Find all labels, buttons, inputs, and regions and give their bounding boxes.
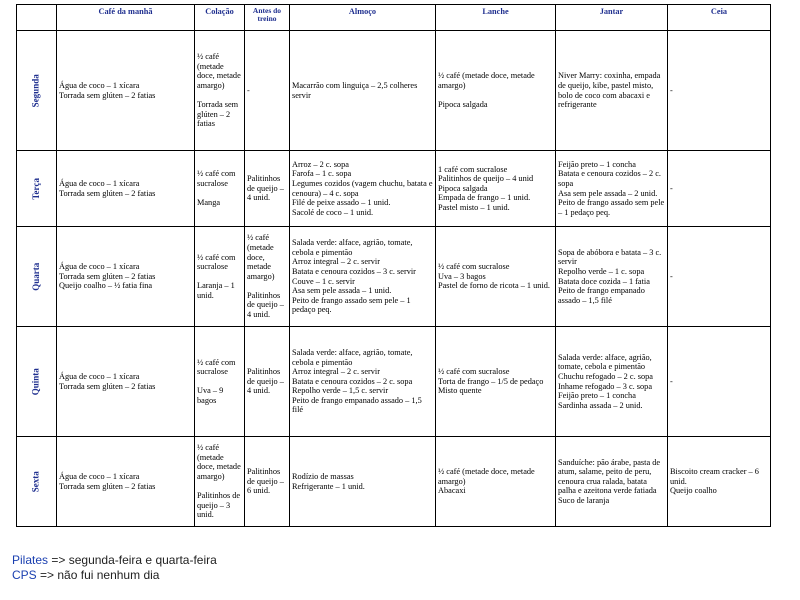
cell-gap [197, 377, 242, 387]
header-ceia: Ceia [668, 5, 771, 31]
meal-cell-almoco [290, 227, 436, 327]
meal-cell-antes [245, 437, 290, 527]
meal-item: Salada verde: alface, agrião, tomate, cebola e pimentão [292, 238, 413, 257]
meal-item: Chuchu refogado – 2 c. sopa [558, 371, 653, 381]
meal-cell-colacao [195, 327, 245, 437]
note-text: segunda-feira e quarta-feira [68, 553, 217, 567]
day-cell [17, 31, 57, 151]
meal-cell-cafe [57, 437, 195, 527]
note-text: não fui nenhum dia [57, 568, 160, 582]
meal-item: Farofa – 1 c. sopa [292, 169, 352, 179]
meal-cell-colacao [195, 151, 245, 227]
meal-item: Salada verde: alface, agrião, tomate, cebola e pimentão [292, 347, 413, 367]
meal-item: ½ café (metade doce, metade amargo) [197, 52, 241, 90]
meal-cell-colacao [195, 31, 245, 151]
meal-item: Uva – 9 bagos [197, 386, 224, 405]
meal-item: Torrada sem glúten – 2 fatias [59, 188, 156, 198]
meal-item: Batata e cenoura cozidos – 3 c. servir [292, 266, 416, 276]
meal-item: Água de coco – 1 xícara [59, 471, 140, 481]
cell-gap [197, 189, 242, 199]
notes [12, 553, 217, 583]
meal-item: Sopa de abóbora e batata – 3 c. servir [558, 247, 662, 267]
meal-item: Niver Marry: coxinha, empada de queijo, kibe, pastel misto, bolo de coco com abacaxi e refrigerante [558, 71, 661, 110]
meal-cell-antes [245, 227, 290, 327]
meal-cell-colacao [195, 227, 245, 327]
day-cell [17, 151, 57, 227]
meal-item: Batata doce cozida – 1 fatia [558, 276, 650, 286]
meal-cell-ceia [668, 31, 771, 151]
meal-cell-ceia [668, 151, 771, 227]
meal-cell-cafe [57, 227, 195, 327]
meal-item: Água de coco – 1 xícara [59, 178, 140, 188]
meal-item: Água de coco – 1 xícara [59, 371, 140, 381]
meal-item: Palitinhos de queijo – 3 unid. [197, 491, 241, 520]
meal-item: Torrada sem glúten – 2 fatias [59, 481, 156, 491]
meal-item: - [670, 376, 673, 386]
note-key: Pilates [12, 553, 49, 567]
meal-item: - [247, 85, 250, 95]
meal-cell-almoco [290, 437, 436, 527]
table-row [17, 227, 771, 327]
meal-cell-colacao [195, 437, 245, 527]
meal-item: Uva – 3 bagos [438, 271, 486, 281]
note-cps [12, 568, 217, 583]
meal-item: Asa sem pele assada – 1 unid. [292, 286, 392, 296]
meal-cell-lanche [436, 327, 556, 437]
day-cell [17, 227, 57, 327]
meal-item: Filé de peixe assado – 1 unid. [292, 198, 391, 208]
meal-item: - [670, 85, 673, 95]
header-almoco: Almoço [290, 5, 436, 31]
meal-item: Macarrão com linguiça – 2,5 colheres servir [292, 80, 418, 100]
meal-item: Peito de frango empanado assado – 1,5 filé [292, 395, 422, 415]
meal-item: Laranja – 1 unid. [197, 281, 235, 300]
cell-gap [247, 281, 287, 291]
meal-item: Abacaxi [438, 486, 466, 496]
day-label: Sexta [30, 471, 41, 492]
meal-item: Peito de frango empanado assado – 1,5 filé [558, 286, 645, 305]
note-arrow: => [36, 568, 58, 582]
meal-item: Pastel misto – 1 unid. [438, 202, 510, 212]
meal-cell-jantar [556, 437, 668, 527]
meal-cell-almoco [290, 151, 436, 227]
meal-item: Batata e cenoura cozidos – 2 c. sopa [558, 169, 661, 188]
meal-cell-jantar [556, 31, 668, 151]
meal-item: ½ café (metade doce, metade amargo) [247, 233, 275, 281]
meal-item: Biscoito cream cracker – 6 unid. [670, 467, 759, 486]
meal-item: Palitinhos de queijo – 4 unid. [247, 367, 284, 396]
meal-cell-jantar [556, 151, 668, 227]
meal-cell-ceia [668, 437, 771, 527]
meal-item: Torrada sem glúten – 2 fatias [59, 381, 156, 391]
meal-item: Feijão preto – 1 concha [558, 391, 636, 401]
meal-item: Arroz integral – 2 c. servir [292, 367, 381, 377]
header-cafe: Café da manhã [57, 5, 195, 31]
meal-cell-cafe [57, 151, 195, 227]
cell-gap [197, 91, 242, 101]
meal-item: Arroz integral – 2 c. servir [292, 257, 381, 267]
day-label: Segunda [30, 73, 41, 108]
meal-item: ½ café (metade doce, metade amargo) [438, 71, 535, 90]
meal-cell-jantar [556, 327, 668, 437]
meal-item: Pastel de forno de ricota – 1 unid. [438, 281, 550, 291]
meal-item: Repolho verde – 1,5 c. servir [292, 386, 389, 396]
table-row [17, 437, 771, 527]
meal-item: ½ café (metade doce, metade amargo) [197, 443, 241, 481]
meal-item: Refrigerante – 1 unid. [292, 481, 365, 491]
meal-item: 1 café com sucralose [438, 164, 508, 174]
meal-cell-antes [245, 327, 290, 437]
meal-item: Couve – 1 c. servir [292, 276, 355, 286]
meal-item: Água de coco – 1 xícara [59, 80, 140, 90]
meal-cell-antes [245, 151, 290, 227]
meal-item: Manga [197, 198, 221, 208]
day-cell [17, 327, 57, 437]
meal-item: - [670, 271, 673, 281]
meal-cell-cafe [57, 327, 195, 437]
header-colacao: Colação [195, 5, 245, 31]
header-antes-treino: Antes do treino [245, 5, 290, 31]
meal-item: Pipoca salgada [438, 183, 488, 193]
meal-plan-table [16, 4, 771, 527]
meal-cell-lanche [436, 437, 556, 527]
meal-item: Legumes cozidos (vagem chuchu, batata e cenoura) – 4 c. sopa [292, 178, 433, 198]
meal-item: Peito de frango assado sem pele – 1 pedaço peq. [292, 295, 411, 315]
meal-item: Suco de laranja [558, 495, 610, 505]
meal-item: Arroz – 2 c. sopa [292, 159, 349, 169]
meal-item: Palitinhos de queijo – 4 unid. [247, 174, 284, 203]
meal-item: - [670, 183, 673, 193]
note-arrow: => [48, 553, 69, 567]
day-label: Quinta [30, 367, 41, 396]
meal-cell-ceia [668, 327, 771, 437]
meal-item: Asa sem pele assada – 2 unid. [558, 188, 658, 198]
meal-item: ½ café com sucralose [438, 367, 510, 377]
meal-item: Sardinha assada – 2 unid. [558, 400, 643, 410]
meal-item: ½ café com sucralose [197, 252, 236, 272]
meal-item: Palitinhos de queijo – 6 unid. [247, 467, 284, 496]
meal-cell-lanche [436, 31, 556, 151]
header-corner [17, 5, 57, 31]
meal-cell-almoco [290, 31, 436, 151]
meal-item: ½ café (metade doce, metade amargo) [438, 467, 535, 486]
meal-item: Torta de frango – 1/5 de pedaço [438, 376, 544, 386]
meal-item: ½ café com sucralose [438, 262, 510, 272]
meal-item: Torrada sem glúten – 2 fatias [59, 271, 156, 281]
note-pilates [12, 553, 217, 568]
meal-item: Palitinhos de queijo – 4 unid. [247, 290, 284, 320]
day-label: Quarta [30, 262, 41, 291]
meal-cell-almoco [290, 327, 436, 437]
table-row [17, 327, 771, 437]
meal-cell-ceia [668, 227, 771, 327]
meal-item: ½ café com sucralose [197, 357, 236, 377]
meal-item: Sanduíche: pão árabe, pasta de atum, salame, peito de peru, cenoura crua ralada, batata palha e azeitona verde fatiada [558, 457, 661, 496]
meal-item: Sacolé de coco – 1 unid. [292, 207, 374, 217]
meal-item: Batata e cenoura cozidos – 2 c. sopa [292, 376, 413, 386]
cell-gap [197, 272, 242, 282]
meal-cell-antes [245, 31, 290, 151]
cell-gap [197, 482, 242, 492]
meal-item: Queijo coalho [670, 486, 717, 496]
meal-item: Rodízio de massas [292, 471, 354, 481]
table-row [17, 31, 771, 151]
header-jantar: Jantar [556, 5, 668, 31]
meal-item: Torrada sem glúten – 2 fatias [59, 90, 156, 100]
day-label: Terça [30, 177, 41, 200]
note-key: CPS [12, 568, 37, 582]
meal-item: Repolho verde – 1 c. sopa [558, 266, 645, 276]
meal-item: Palitinhos de queijo – 4 unid [438, 174, 534, 184]
meal-item: Queijo coalho – ½ fatia fina [59, 281, 153, 291]
meal-item: Misto quente [438, 386, 482, 396]
meal-item: Pipoca salgada [438, 100, 488, 110]
header-lanche: Lanche [436, 5, 556, 31]
table-row [17, 151, 771, 227]
meal-item: Torrada sem glúten – 2 fatias [197, 100, 239, 129]
meal-item: Peito de frango assado sem pele – 1 pedaço peq. [558, 198, 665, 217]
meal-item: Empada de frango – 1 unid. [438, 193, 531, 203]
meal-item: Feijão preto – 1 concha [558, 159, 636, 169]
meal-cell-cafe [57, 31, 195, 151]
meal-item: Salada verde: alface, agrião, tomate, cebola e pimentão [558, 352, 652, 372]
meal-item: Inhame refogado – 3 c. sopa [558, 381, 652, 391]
meal-cell-lanche [436, 151, 556, 227]
meal-cell-lanche [436, 227, 556, 327]
meal-item: Água de coco – 1 xícara [59, 262, 140, 272]
day-cell [17, 437, 57, 527]
meal-item: ½ café com sucralose [197, 169, 236, 188]
cell-gap [438, 91, 553, 101]
meal-cell-jantar [556, 227, 668, 327]
header-row [17, 5, 771, 31]
